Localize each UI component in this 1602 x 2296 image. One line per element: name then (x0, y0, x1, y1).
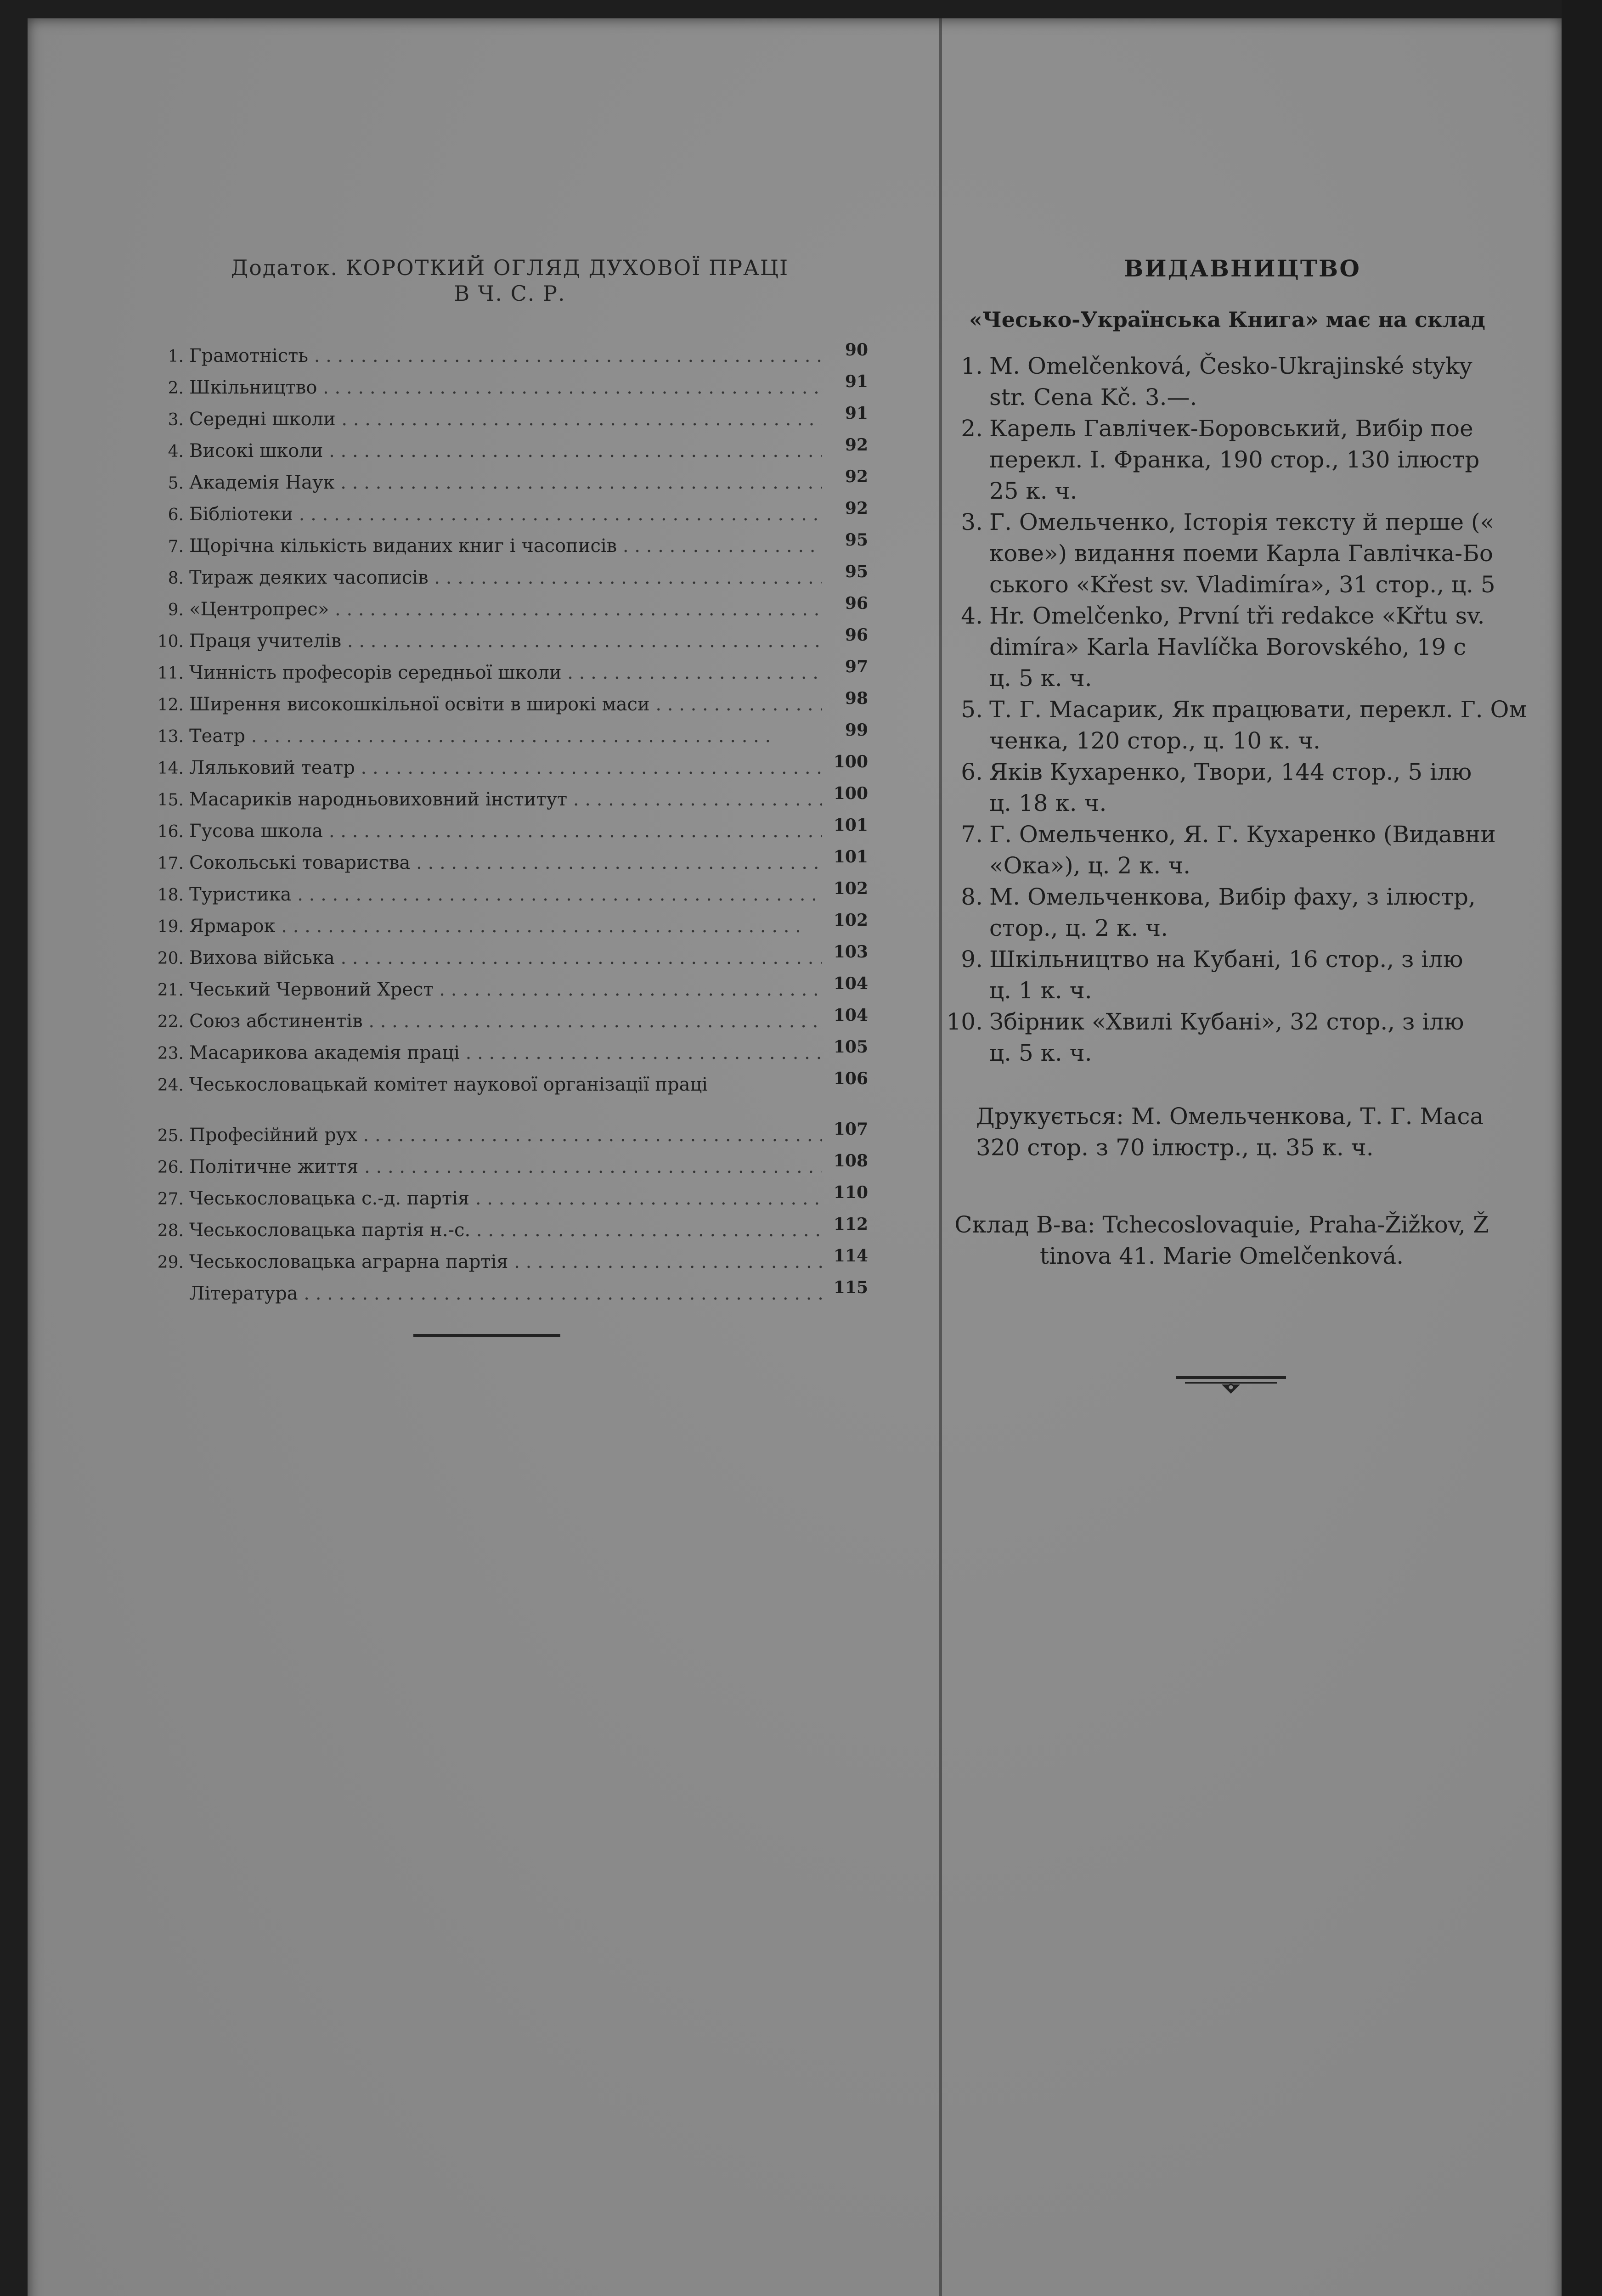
book-text: Яків Кухаренко, Твори, 144 стор., 5 ілю ц. 18 к. ч. (989, 759, 1472, 816)
toc-page: 90 (845, 340, 868, 360)
toc-number: 18. (157, 886, 184, 905)
toc-row (152, 1069, 868, 1125)
publisher-column (932, 255, 1562, 1272)
toc-page: 101 (833, 847, 868, 867)
toc-label: Чеський Червоний Хрест . . . (189, 979, 822, 1000)
book-text: Шкільництво на Кубані, 16 стор., з ілю ц. 1 к. ч. (989, 946, 1463, 1004)
toc-row (152, 1037, 868, 1074)
book-text: Г. Омельченко, Історія тексту й перше (« кове») видання поеми Карла Гавлічка-Бо ського «Křest sv. Vladimíra», 31 стор., ц. 5 (989, 509, 1495, 598)
toc-number: 2. (168, 379, 184, 398)
toc-label: Чеськословацькай комітет наукової організації праці (189, 1074, 708, 1095)
toc-page: 107 (833, 1120, 868, 1139)
toc-row (152, 1183, 868, 1220)
toc-page: 114 (833, 1246, 868, 1266)
toc-page: 112 (833, 1215, 868, 1234)
book-number: 8. (961, 884, 983, 910)
scan-edge (1562, 0, 1602, 2296)
toc-page: 98 (845, 689, 868, 708)
book-number: 1. (961, 353, 983, 379)
book-list (932, 350, 1562, 1069)
toc-page: 108 (833, 1151, 868, 1171)
book-number: 3. (961, 509, 983, 535)
toc-label: Ляльковий театр . . . (189, 757, 822, 778)
toc-page: 95 (845, 562, 868, 581)
toc-label: Туристика . . . (189, 884, 822, 905)
in-print-note: Друкується: М. Омельченкова, Т. Г. Маса 320 стор. з 70 ілюстр., ц. 35 к. ч. (976, 1103, 1484, 1161)
toc-label: Щорічна кількість виданих книг і часописів . . . (189, 535, 822, 557)
toc-label: Ширення високошкільної освіти в широкі маси . . . (189, 694, 822, 715)
book-item (932, 756, 1562, 819)
toc-page: 99 (845, 720, 868, 740)
toc-label: Література . . . (189, 1283, 822, 1304)
toc-row (152, 689, 868, 726)
toc-number: 6. (168, 506, 184, 524)
book-text: Т. Г. Масарик, Як працювати, перекл. Г. Ом ченка, 120 стор., ц. 10 к. ч. (989, 696, 1527, 754)
book-number: 9. (961, 946, 983, 973)
publisher-subtitle: «Чесько-Українська Книга» має на склад (969, 307, 1485, 332)
toc-label: Масариків народньовиховний інститут . . . (189, 789, 822, 810)
toc-label: Театр . . . (189, 726, 822, 747)
toc-number: 24. (157, 1076, 184, 1095)
toc-row (152, 1215, 868, 1251)
toc-number: 8. (168, 569, 184, 588)
toc-label: Сокольські товариства . . . (189, 852, 822, 873)
toc-label: Шкільництво . . . (189, 377, 822, 398)
toc-row (152, 1006, 868, 1042)
toc-number: 27. (157, 1190, 184, 1209)
toc-label: «Центропрес» . . . (189, 599, 822, 620)
toc-label: Грамотність . . . (189, 345, 822, 366)
toc-row (152, 847, 868, 884)
toc-label: Ярмарок . . . (189, 916, 822, 937)
toc-number: 14. (157, 759, 184, 778)
toc-page: 97 (845, 657, 868, 676)
toc-page: 103 (833, 942, 868, 962)
book-item (932, 944, 1562, 1006)
toc-label: Праця учителів . . . (189, 630, 822, 652)
toc-title (152, 255, 868, 306)
toc-label: Чеськословацька аграрна партія . . . (189, 1251, 822, 1272)
toc-row (152, 911, 868, 947)
book-item (932, 413, 1562, 506)
toc-page: 115 (833, 1278, 868, 1297)
toc-row (152, 1120, 868, 1156)
toc-number: 22. (157, 1013, 184, 1031)
toc-row (152, 1151, 868, 1188)
toc-number: 13. (157, 727, 184, 746)
toc-title-line2: В Ч. С. Р. (454, 281, 566, 306)
toc-number: 12. (157, 696, 184, 715)
book-text: Збірник «Хвилі Кубані», 32 стор., з ілю ц. 5 к. ч. (989, 1008, 1464, 1066)
book-item (932, 819, 1562, 881)
toc-number: 26. (157, 1158, 184, 1177)
toc-number: 3. (168, 411, 184, 429)
toc-number: 20. (157, 949, 184, 968)
toc-number: 23. (157, 1044, 184, 1063)
toc-label: Чеськословацька партія н.-с. . . . (189, 1220, 822, 1241)
toc-row (152, 720, 868, 757)
toc-label: Чинність професорів середньої школи . . . (189, 662, 822, 683)
book-text: Hr. Omelčenko, První tři redakce «Křtu sv. dimíra» Karla Havlíčka Borovského, 19 с ц. 5 к. ч. (989, 602, 1485, 692)
toc-number: 28. (157, 1221, 184, 1240)
toc-page: 91 (845, 404, 868, 423)
toc-number: 7. (168, 537, 184, 556)
toc-label: Професійний рух . . . (189, 1125, 822, 1146)
book-item (932, 600, 1562, 694)
toc-row (152, 435, 868, 472)
toc-number: 16. (157, 822, 184, 841)
toc-label: Тираж деяких часописів . . . (189, 567, 822, 588)
toc-page: 92 (845, 499, 868, 518)
toc-label: Чеськословацька с.-д. партія . . . (189, 1188, 822, 1209)
toc-page: 102 (833, 911, 868, 930)
book-number: 2. (961, 415, 983, 442)
toc-row (152, 499, 868, 535)
toc-row (152, 657, 868, 694)
table-of-contents (152, 340, 868, 1315)
toc-page: 105 (833, 1037, 868, 1057)
toc-page: 100 (833, 784, 868, 803)
toc-row (152, 562, 868, 599)
toc-number: 9. (168, 601, 184, 619)
book-number: 4. (961, 602, 983, 629)
toc-row (152, 816, 868, 852)
toc-title-line1: Додаток. КОРОТКИЙ ОГЛЯД ДУХОВОЇ ПРАЦІ (231, 255, 789, 280)
toc-number: 1. (168, 347, 184, 366)
toc-row (152, 1246, 868, 1283)
toc-page: 101 (833, 816, 868, 835)
toc-page: 104 (833, 1006, 868, 1025)
book-item (932, 881, 1562, 944)
toc-number: 21. (157, 981, 184, 1000)
toc-number: 11. (157, 664, 184, 683)
toc-number: 4. (168, 442, 184, 461)
toc-row (152, 467, 868, 504)
toc-label: Високі школи . . . (189, 440, 822, 461)
toc-row (152, 625, 868, 662)
toc-page: 91 (845, 372, 868, 391)
toc-page: 106 (833, 1069, 868, 1088)
toc-row (152, 942, 868, 979)
toc-row (152, 752, 868, 789)
toc-label: Академія Наук . . . (189, 472, 822, 493)
book-item (932, 694, 1562, 756)
separator-rule (413, 1334, 560, 1337)
toc-page: 96 (845, 625, 868, 645)
book-item (932, 350, 1562, 413)
book-text: Г. Омельченко, Я. Г. Кухаренко (Видавни «Ока»), ц. 2 к. ч. (989, 821, 1496, 879)
toc-page: 95 (845, 530, 868, 550)
toc-row (152, 784, 868, 821)
toc-number: 19. (157, 917, 184, 936)
toc-page: 110 (833, 1183, 868, 1202)
toc-row (152, 372, 868, 409)
toc-number: 25. (157, 1126, 184, 1145)
toc-page: 96 (845, 594, 868, 613)
toc-page: 104 (833, 974, 868, 993)
toc-number: 10. (157, 632, 184, 651)
book-text: Карель Гавлічек-Боровський, Вибір пое перекл. І. Франка, 190 стор., 130 ілюстр 25 к. ч. (989, 415, 1480, 504)
toc-label: Вихова війська . . . (189, 947, 822, 968)
ornament-icon (1176, 1366, 1286, 1398)
toc-number: 15. (157, 791, 184, 810)
toc-row (152, 340, 868, 377)
toc-page: 92 (845, 467, 868, 486)
toc-row (152, 594, 868, 630)
book-number: 10. (946, 1008, 983, 1035)
toc-row (152, 974, 868, 1011)
toc-number: 5. (168, 474, 184, 493)
toc-label: Союз абстинентів . . . (189, 1011, 822, 1032)
toc-page: 100 (833, 752, 868, 771)
toc-row (152, 404, 868, 440)
book-number: 6. (961, 759, 983, 785)
toc-page: 102 (833, 879, 868, 898)
toc-label: Політичне життя . . . (189, 1156, 822, 1177)
toc-label: Середні школи . . . (189, 409, 822, 430)
toc-column (152, 255, 868, 1322)
book-text: М. Омельченкова, Вибір фаху, з ілюстр, стор., ц. 2 к. ч. (989, 884, 1476, 941)
publisher-title: ВИДАВНИЦТВО (1124, 255, 1361, 282)
book-number: 5. (961, 696, 983, 723)
book-text: M. Omelčenková, Česko-Ukrajinské styky str. Cena Kč. 3.—. (989, 353, 1472, 411)
book-number: 7. (961, 821, 983, 848)
toc-row (152, 879, 868, 916)
toc-page: 92 (845, 435, 868, 455)
book-item (932, 506, 1562, 600)
store-address: Склад В-ва: Tchecoslovaquie, Praha-Žižkov, Ž tinova 41. Marie Omelčenková. (954, 1211, 1489, 1269)
toc-number: 29. (157, 1253, 184, 1272)
toc-row (152, 1278, 868, 1315)
toc-row (152, 530, 868, 567)
toc-label: Гусова школа . . . (189, 821, 822, 842)
toc-number: 17. (157, 854, 184, 873)
book-item (932, 1006, 1562, 1069)
toc-label: Бібліотеки . . . (189, 504, 822, 525)
toc-label: Масарикова академія праці . . . (189, 1042, 822, 1064)
